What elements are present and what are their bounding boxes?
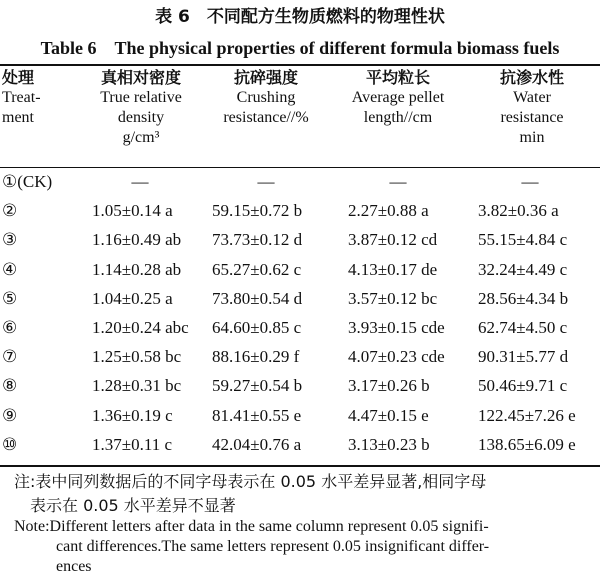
value-cell: 1.04±0.25 a: [92, 288, 173, 308]
header-water-cn: 抗渗水性: [499, 68, 564, 87]
value-cell: 3.82±0.36 a: [478, 201, 559, 221]
note-en-label: Note:: [14, 518, 50, 535]
value-cell: 3.93±0.15 cde: [348, 318, 445, 337]
value-cell: 64.60±0.85 c: [212, 318, 302, 337]
header-water-en-1: Water: [513, 89, 551, 106]
header-density-en-2: density: [117, 109, 165, 126]
header-crushing-en-2: resistance//%: [223, 109, 309, 126]
value-cell: 32.24±4.49 c: [478, 259, 568, 279]
treatment-cell: ⑥: [2, 318, 18, 337]
value-cell: 42.04±0.76 a: [212, 434, 302, 454]
value-cell: 1.25±0.58 bc: [92, 347, 182, 367]
value-cell: 59.15±0.72 b: [212, 201, 303, 221]
header-density-en-1: True relative: [100, 89, 182, 106]
treatment-cell: ⑩: [2, 434, 18, 454]
header-crushing-en-1: Crushing: [236, 89, 296, 106]
header-density-unit: g/cm³: [122, 129, 160, 146]
header-length-cn: 平均粒长: [365, 68, 430, 87]
value-cell: 1.36±0.19 c: [92, 405, 173, 425]
header-length: [332, 68, 464, 166]
value-cell: 3.13±0.23 b: [348, 434, 430, 454]
value-cell: 4.07±0.23 cde: [348, 347, 445, 367]
value-cell: 1.20±0.24 abc: [92, 318, 189, 337]
header-density: [82, 68, 200, 166]
table-row: [0, 289, 600, 318]
header-length-en-2: length//cm: [363, 109, 433, 126]
note-cn-line-2: 表示在 0.05 水平差异不显著: [30, 496, 236, 515]
note-en-line-1: Different letters after data in the same column represent 0.05 signifi-: [49, 518, 489, 535]
value-cell: 3.57±0.12 bc: [348, 288, 438, 308]
value-cell: —: [389, 172, 407, 191]
value-cell: 138.65±6.09 e: [478, 434, 576, 454]
header-treatment: [2, 68, 82, 166]
value-cell: 2.27±0.88 a: [348, 201, 429, 221]
treatment-cell: ⑨: [2, 405, 18, 425]
table-row: [0, 406, 600, 435]
value-cell: 3.17±0.26 b: [348, 376, 430, 396]
header-treatment-en-1: Treat-: [2, 89, 41, 106]
value-cell: 81.41±0.55 e: [212, 405, 302, 425]
header-treatment-en-2: ment: [2, 109, 34, 126]
header-rule: [0, 167, 600, 168]
value-cell: —: [131, 172, 149, 191]
table-caption-cn: 表 6 不同配方生物质燃料的物理性状: [155, 7, 445, 27]
value-cell: 3.87±0.12 cd: [348, 230, 438, 250]
value-cell: 1.37±0.11 c: [92, 434, 172, 454]
value-cell: 50.46±9.71 c: [478, 376, 568, 396]
note-en: [14, 517, 598, 577]
value-cell: 55.15±4.84 c: [478, 230, 568, 250]
value-cell: 1.28±0.31 bc: [92, 376, 182, 396]
table-row: [0, 230, 600, 259]
value-cell: 28.56±4.34 b: [478, 288, 569, 308]
value-cell: 65.27±0.62 c: [212, 259, 302, 279]
value-cell: 122.45±7.26 e: [478, 405, 576, 425]
value-cell: —: [521, 172, 539, 191]
table-row: [0, 435, 600, 464]
treatment-cell: ④: [2, 259, 18, 279]
table-caption-en: Table 6 The physical properties of different formula biomass fuels: [40, 38, 560, 58]
top-rule: [0, 64, 600, 66]
header-water-unit: min: [519, 129, 545, 146]
table-row: [0, 376, 600, 405]
value-cell: 1.14±0.28 ab: [92, 259, 182, 279]
value-cell: 62.74±4.50 c: [478, 318, 568, 337]
header-length-en-1: Average pellet: [351, 89, 445, 106]
header-treatment-cn: 处理: [2, 68, 35, 87]
treatment-cell: ⑦: [2, 347, 18, 367]
value-cell: 1.05±0.14 a: [92, 201, 173, 221]
value-cell: 88.16±0.29 f: [212, 347, 300, 367]
treatment-cell: ③: [2, 230, 18, 250]
value-cell: 1.16±0.49 ab: [92, 230, 182, 250]
header-density-cn: 真相对密度: [100, 68, 181, 87]
value-cell: 59.27±0.54 b: [212, 376, 303, 396]
note-en-line-3: ences: [56, 558, 92, 575]
header-water-en-2: resistance: [500, 109, 564, 126]
value-cell: 73.80±0.54 d: [212, 288, 303, 308]
value-cell: 4.47±0.15 e: [348, 405, 429, 425]
note-en-line-2: cant differences.The same letters represent 0.05 insignificant differ-: [56, 538, 490, 555]
header-water: [464, 68, 600, 166]
note-cn: [14, 470, 594, 518]
note-cn-line-1: 注:表中同列数据后的不同字母表示在 0.05 水平差异显著,相同字母: [14, 472, 487, 491]
table-row: [0, 172, 600, 201]
treatment-cell: ⑧: [2, 376, 18, 396]
value-cell: —: [257, 172, 275, 191]
table-row: [0, 201, 600, 230]
value-cell: 90.31±5.77 d: [478, 347, 569, 367]
table-row: [0, 318, 600, 347]
value-cell: 4.13±0.17 de: [348, 259, 438, 279]
table-row: [0, 347, 600, 376]
treatment-cell: ②: [2, 201, 18, 221]
table-row: [0, 260, 600, 289]
bottom-rule: [0, 465, 600, 467]
treatment-cell: ①(CK): [2, 172, 53, 191]
header-crushing-cn: 抗碎强度: [233, 68, 298, 87]
treatment-cell: ⑤: [2, 288, 18, 308]
header-crushing: [200, 68, 332, 166]
value-cell: 73.73±0.12 d: [212, 230, 303, 250]
